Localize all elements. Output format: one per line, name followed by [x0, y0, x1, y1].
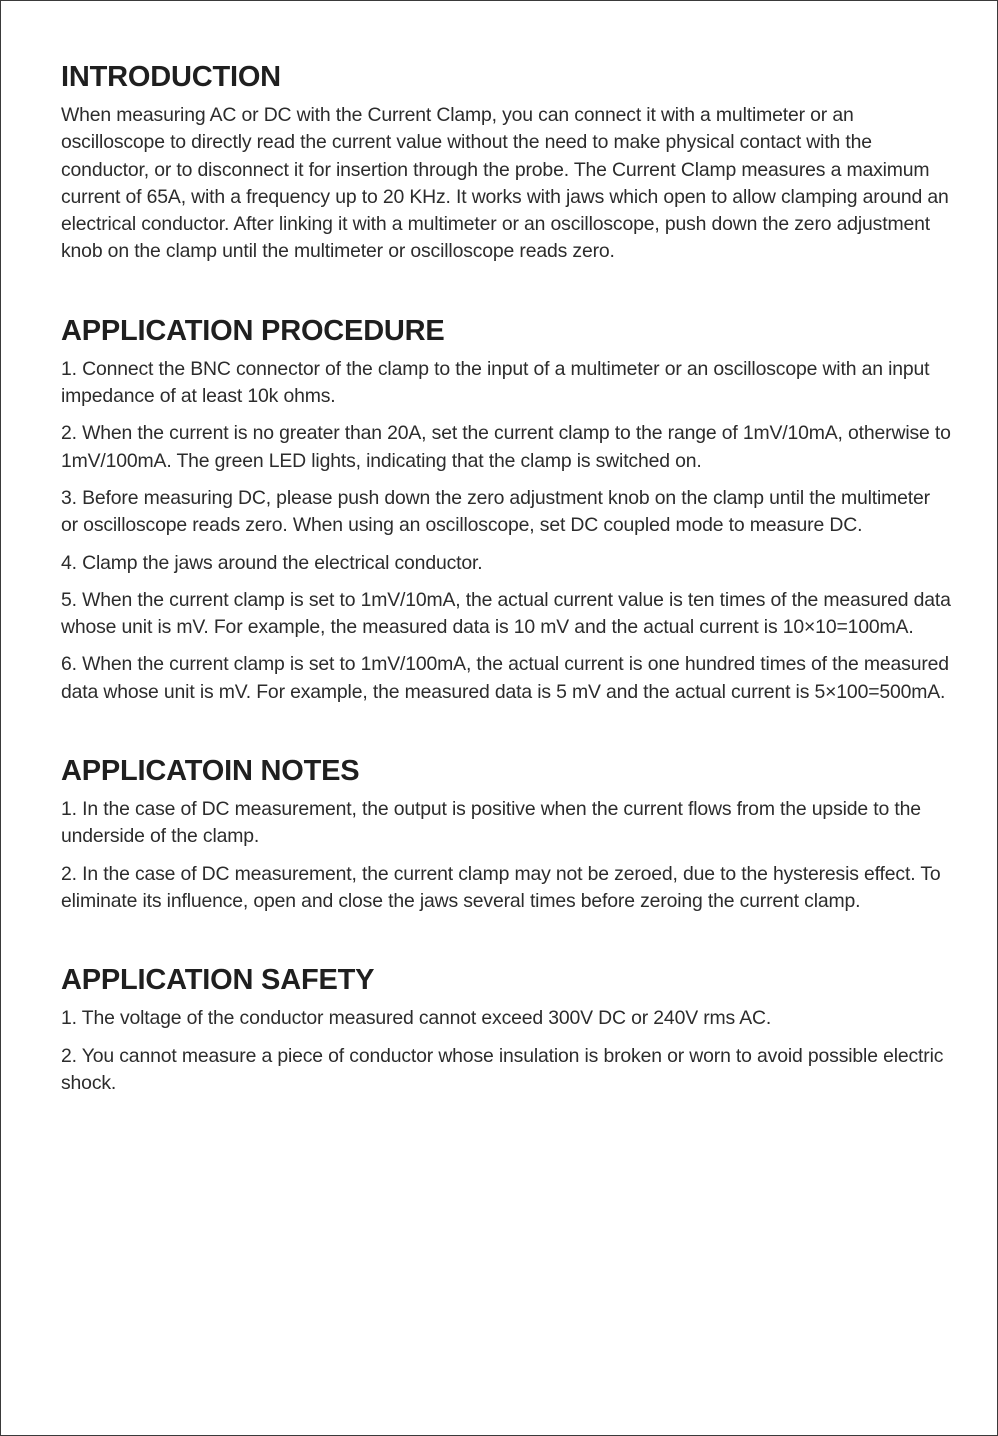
procedure-step-3: 3. Before measuring DC, please push down the zero adjustment knob on the clamp until the multimeter or oscilloscope reads zero. When using an oscilloscope, set DC coupled mode to measure DC.: [61, 486, 930, 537]
procedure-step-2: 2. When the current is no greater than 20A, set the current clamp to the range of 1mV/10mA, otherwise to 1mV/100mA. The green LED lights, indicating that the clamp is switched on.: [61, 422, 951, 472]
safety-item-2: 2. You cannot measure a piece of conductor whose insulation is broken or worn to avoid possible electric shock.: [61, 1044, 944, 1094]
section-application-notes: [61, 752, 951, 915]
paragraph: When measuring AC or DC with the Current Clamp, you can connect it with a multimeter or an oscilloscope to directly read the current value without the need to make physical contact with the conductor, or to disconnect it for insertion through the probe. The Current Clamp measures a maximum current of 65A, with a frequency up to 20 KHz. It works with jaws which open to allow clamping around an electrical conductor. After linking it with a multimeter or an oscilloscope, push down the zero adjustment knob on the clamp until the multimeter or oscilloscope reads zero.: [61, 104, 949, 263]
procedure-step-5: 5. When the current clamp is set to 1mV/10mA, the actual current value is ten times of the measured data whose unit is mV. For example, the measured data is 10 mV and the actual current is 10×10=100mA.: [61, 588, 951, 639]
procedure-step-4: 4. Clamp the jaws around the electrical conductor.: [61, 551, 483, 574]
procedure-step-6: 6. When the current clamp is set to 1mV/100mA, the actual current is one hundred times of the measured data whose unit is mV. For example, the measured data is 5 mV and the actual current is 5×100=500mA.: [61, 653, 949, 703]
safety-item-1: 1. The voltage of the conductor measured cannot exceed 300V DC or 240V rms AC.: [61, 1007, 772, 1030]
note-1: 1. In the case of DC measurement, the output is positive when the current flows from the upside to the underside of the clamp.: [61, 798, 921, 848]
section-title: INTRODUCTION: [61, 61, 281, 93]
section-title: APPLICATOIN NOTES: [61, 755, 360, 788]
section-application-safety: [61, 961, 951, 1097]
section-title: APPLICATION SAFETY: [61, 964, 375, 997]
document-body: [61, 58, 951, 1097]
note-2: 2. In the case of DC measurement, the current clamp may not be zeroed, due to the hysteresis effect. To eliminate its influence, open and close the jaws several times before zeroing the current clamp.: [61, 862, 941, 912]
procedure-step-1: 1. Connect the BNC connector of the clamp to the input of a multimeter or an oscilloscope with an input impedance of at least 10k ohms.: [61, 357, 930, 408]
section-title: APPLICATION PROCEDURE: [61, 314, 445, 347]
section-introduction: [61, 58, 951, 266]
section-application-procedure: [61, 312, 951, 706]
